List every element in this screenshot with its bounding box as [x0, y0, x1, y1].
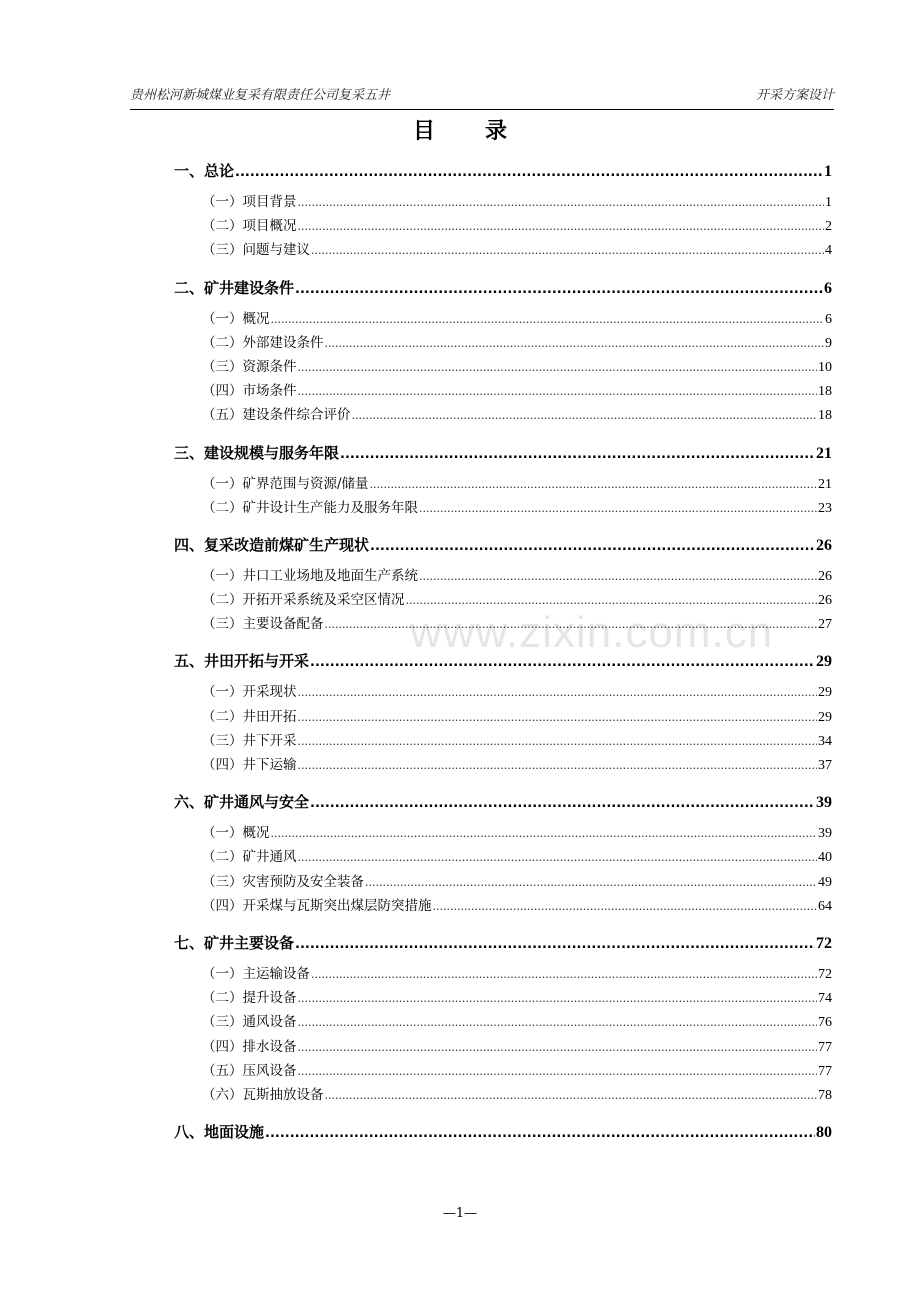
toc-section-entry[interactable]	[202, 379, 832, 403]
toc-leader-dots	[340, 439, 815, 470]
toc-section-page: 78	[818, 1087, 832, 1103]
toc-section-entry[interactable]	[202, 331, 832, 355]
toc-chapter-page: 29	[816, 653, 832, 671]
toc-leader-dots	[295, 929, 815, 960]
toc-section-entry[interactable]	[202, 705, 832, 729]
toc-section-page: 27	[818, 617, 832, 633]
toc-section-page: 37	[818, 758, 832, 773]
toc-section-page: 18	[818, 384, 832, 400]
toc-section-title: （四）排水设备	[202, 1038, 297, 1055]
toc-section-page: 29	[818, 709, 832, 725]
toc-section-entry[interactable]	[202, 821, 832, 845]
toc-leader-dots	[298, 681, 818, 705]
toc-leader-dots	[298, 215, 825, 239]
toc-section-title: （二）开拓开采系统及采空区情况	[202, 592, 405, 609]
toc-section-title: （二）井田开拓	[202, 708, 297, 725]
toc-section-page: 74	[818, 991, 832, 1007]
toc-section-entry[interactable]	[202, 403, 832, 427]
toc-section-title: （一）概况	[202, 310, 270, 327]
toc-section-entry[interactable]	[202, 238, 832, 262]
toc-section-title: （二）矿井通风	[202, 849, 297, 866]
toc-section-entry[interactable]	[202, 845, 832, 869]
toc-leader-dots	[298, 1060, 818, 1084]
toc-section-page: 9	[825, 335, 832, 351]
toc-section-page: 77	[818, 1039, 832, 1055]
toc-section-page: 29	[818, 685, 832, 701]
toc-leader-dots	[311, 963, 817, 987]
toc-chapter	[174, 646, 832, 777]
toc-chapter-title: 八、地面设施	[174, 1123, 265, 1142]
toc-section-title: （六）瓦斯抽放设备	[202, 1086, 324, 1103]
toc-chapter	[174, 928, 832, 1107]
toc-section-entry[interactable]	[202, 1010, 832, 1034]
toc-leader-dots	[352, 404, 818, 428]
toc-leader-dots	[295, 274, 823, 305]
toc-section-page: 76	[818, 1015, 832, 1031]
toc-leader-dots	[298, 356, 818, 380]
toc-chapter-entry[interactable]	[174, 1117, 832, 1148]
toc-chapter-title: 七、矿井主要设备	[174, 933, 295, 952]
toc-chapter-page: 39	[816, 794, 832, 812]
toc-chapter-page: 1	[824, 163, 832, 180]
toc-section-title: （二）矿井设计生产能力及服务年限	[202, 499, 418, 516]
toc-section-title: （三）主要设备配备	[202, 616, 324, 633]
toc-chapter	[174, 156, 832, 263]
toc-section-title: （三）问题与建议	[202, 242, 310, 259]
toc-leader-dots	[235, 157, 823, 188]
toc-leader-dots	[271, 308, 825, 332]
toc-leader-dots	[310, 788, 815, 819]
toc-section-entry[interactable]	[202, 1059, 832, 1083]
toc-leader-dots	[265, 1118, 815, 1149]
toc-section-title: （三）通风设备	[202, 1014, 297, 1031]
toc-section-page: 6	[825, 311, 832, 327]
toc-chapter-page: 72	[816, 934, 832, 952]
toc-section-title: （二）项目概况	[202, 218, 297, 235]
toc-section-page: 64	[818, 898, 832, 914]
toc-section-entry[interactable]	[202, 680, 832, 704]
page-header	[130, 82, 834, 104]
toc-leader-dots	[370, 473, 817, 497]
toc-section-entry[interactable]	[202, 1083, 832, 1107]
toc-section-page: 40	[818, 850, 832, 866]
toc-leader-dots	[419, 497, 817, 521]
toc-chapter-title: 六、矿井通风与安全	[174, 793, 310, 812]
toc-chapter-entry[interactable]	[174, 530, 832, 561]
toc-chapter-title: 二、矿井建设条件	[174, 278, 295, 297]
toc-chapter-title: 四、复采改造前煤矿生产现状	[174, 535, 370, 554]
toc-section-page: 10	[818, 359, 832, 375]
toc-leader-dots	[298, 846, 818, 870]
watermark: www.zixin.com.cn	[410, 608, 774, 657]
toc-section-page: 39	[818, 826, 832, 842]
toc-section-title: （四）市场条件	[202, 383, 297, 400]
toc-chapter	[174, 1117, 832, 1148]
toc-section-title: （二）提升设备	[202, 990, 297, 1007]
toc-section-title: （四）开采煤与瓦斯突出煤层防突措施	[202, 897, 432, 914]
toc-section-title: （三）资源条件	[202, 358, 297, 375]
toc-section-entry[interactable]	[202, 355, 832, 379]
header-divider	[130, 109, 834, 110]
toc-section-entry[interactable]	[202, 472, 832, 496]
toc-chapter-entry[interactable]	[174, 273, 832, 304]
toc-section-title: （一）开采现状	[202, 684, 297, 701]
toc-section-page: 49	[818, 874, 832, 890]
toc-chapter	[174, 438, 832, 520]
toc-section-page: 26	[818, 568, 832, 584]
toc-section-page: 2	[825, 219, 832, 235]
toc-leader-dots	[311, 239, 824, 263]
toc-section-page: 34	[818, 733, 832, 749]
toc-leader-dots	[433, 895, 818, 919]
toc-section-page: 72	[818, 966, 832, 982]
toc-section-entry[interactable]	[202, 214, 832, 238]
toc-section-title: （五）压风设备	[202, 1062, 297, 1079]
toc-section-page: 18	[818, 408, 832, 424]
toc-section-title: （一）主运输设备	[202, 965, 310, 982]
toc-leader-dots	[325, 1084, 818, 1108]
toc-chapter-title: 一、总论	[174, 162, 235, 180]
toc-section-title: （四）井下运输	[202, 757, 297, 773]
toc-section-entry[interactable]	[202, 307, 832, 331]
toc-leader-dots	[298, 191, 825, 215]
toc-leader-dots	[298, 987, 818, 1011]
toc-chapter	[174, 787, 832, 918]
toc-section-title: （一）概况	[202, 825, 270, 842]
toc-section-title: （五）建设条件综合评价	[202, 407, 351, 424]
toc-leader-dots	[419, 565, 817, 589]
header-doc-type: 开采方案设计	[755, 87, 834, 103]
toc-chapter-entry[interactable]	[174, 156, 832, 187]
toc-title: 目录	[412, 119, 557, 144]
toc-section-page: 4	[825, 243, 832, 259]
toc-section-page: 26	[818, 593, 832, 609]
toc-section-entry[interactable]	[202, 190, 832, 214]
toc-section-page: 1	[825, 195, 832, 210]
toc-section-title: （三）井下开采	[202, 732, 297, 749]
toc-section-entry[interactable]	[202, 870, 832, 894]
toc-section-entry[interactable]	[202, 1035, 832, 1059]
toc-leader-dots	[271, 822, 818, 846]
toc-leader-dots	[325, 332, 825, 356]
page-number: —1—	[442, 1206, 478, 1221]
toc-section-title: （三）灾害预防及安全装备	[202, 873, 364, 890]
toc-section-title: （一）项目背景	[202, 194, 297, 210]
toc-chapter-title: 三、建设规模与服务年限	[174, 443, 340, 462]
toc-section-entry[interactable]	[202, 962, 832, 986]
toc-leader-dots	[298, 706, 818, 730]
toc-leader-dots	[298, 380, 818, 404]
toc-chapter-page: 6	[824, 279, 832, 297]
toc-chapter-page: 21	[816, 444, 832, 462]
toc-leader-dots	[298, 1011, 818, 1035]
toc-leader-dots	[298, 754, 818, 778]
header-company: 贵州松河新城煤业复采有限责任公司复采五井	[130, 87, 391, 103]
toc-chapter-entry[interactable]	[174, 438, 832, 469]
toc-chapter-page: 26	[816, 536, 832, 554]
toc-leader-dots	[298, 1036, 818, 1060]
toc-section-entry[interactable]	[202, 894, 832, 918]
toc-chapter-title: 五、井田开拓与开采	[174, 652, 310, 671]
toc-chapter-page: 80	[816, 1124, 832, 1142]
toc-section-entry[interactable]	[202, 753, 832, 777]
toc-section-title: （一）井口工业场地及地面生产系统	[202, 567, 418, 584]
toc-section-title: （一）矿界范围与资源/储量	[202, 475, 369, 492]
toc-section-entry[interactable]	[202, 729, 832, 753]
toc-chapter-entry[interactable]	[174, 928, 832, 959]
toc-section-title: （二）外部建设条件	[202, 334, 324, 351]
toc-section-page: 23	[818, 500, 832, 516]
toc-chapter	[174, 273, 832, 428]
toc-section-page: 21	[818, 476, 832, 492]
toc-section-entry[interactable]	[202, 496, 832, 520]
toc-chapter-entry[interactable]	[174, 787, 832, 818]
toc-section-page: 77	[818, 1063, 832, 1079]
toc-leader-dots	[365, 871, 817, 895]
toc-leader-dots	[298, 730, 818, 754]
toc-section-entry[interactable]	[202, 986, 832, 1010]
toc-leader-dots	[370, 531, 815, 562]
toc-section-entry[interactable]	[202, 564, 832, 588]
